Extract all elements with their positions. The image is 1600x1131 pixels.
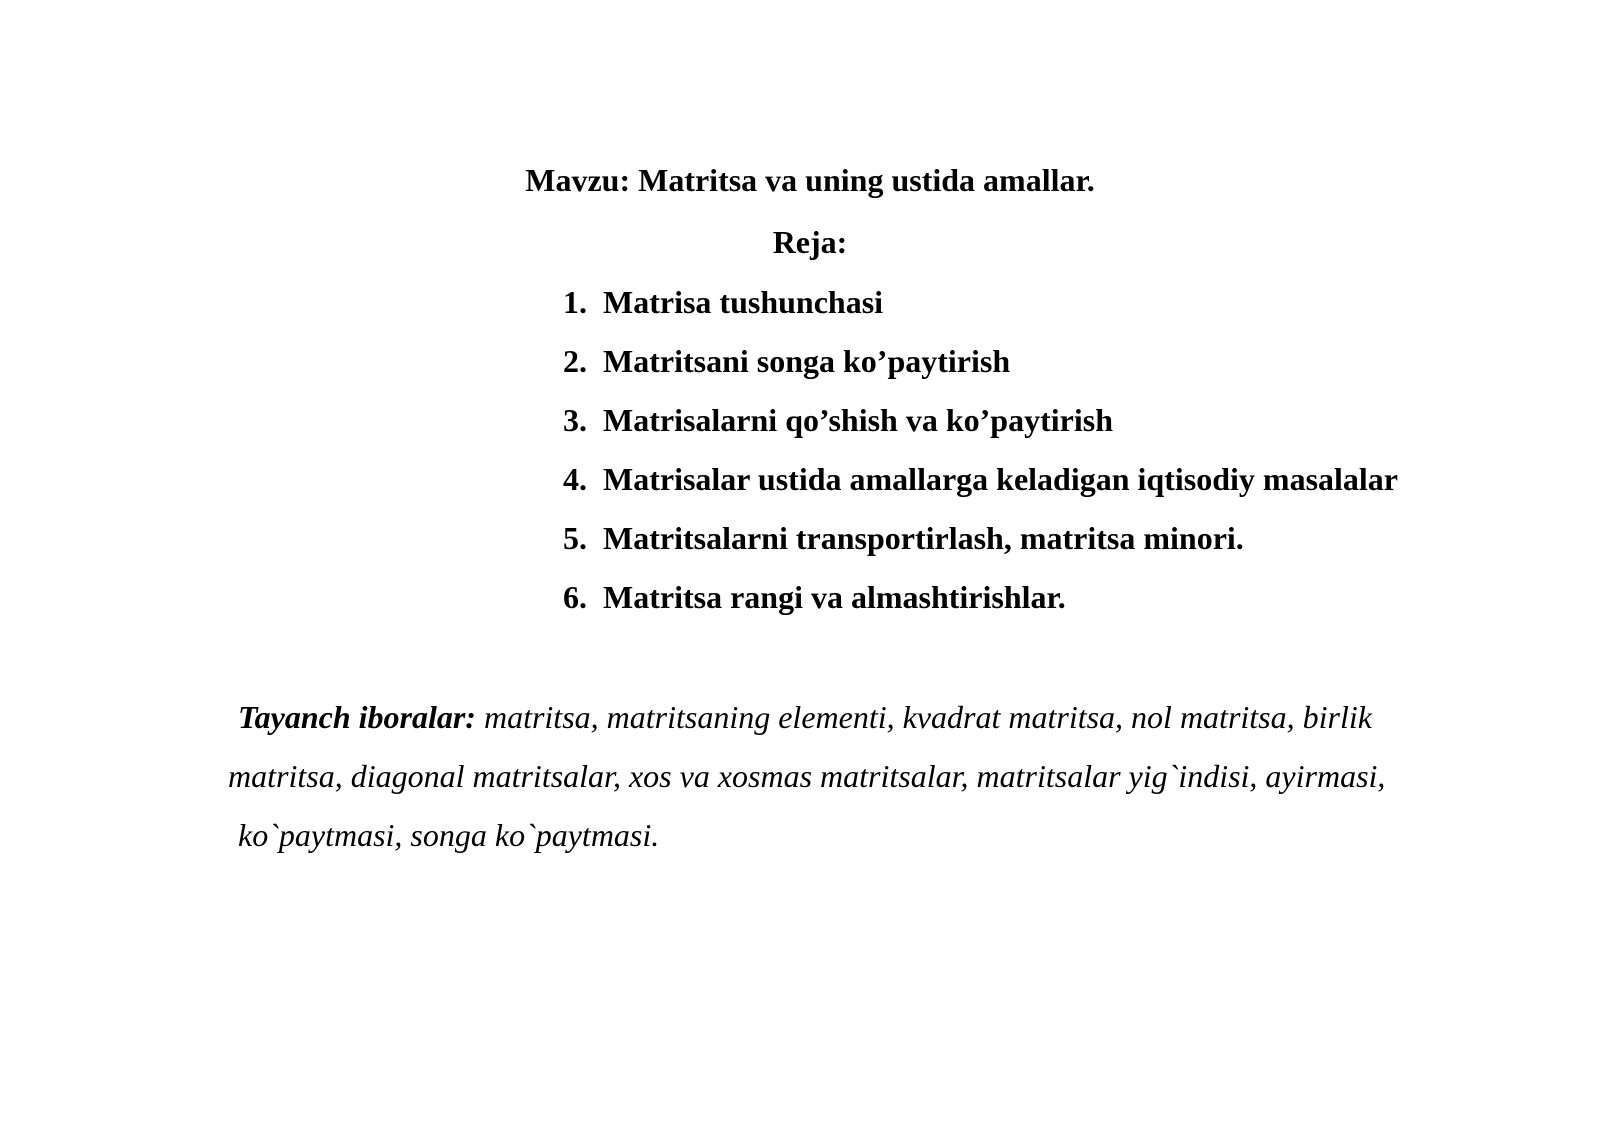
keywords-line — [228, 688, 1488, 747]
plan-item — [563, 518, 1398, 577]
plan-item-text: Matritsa rangi va almashtirishlar. — [603, 579, 1066, 615]
plan-heading: Reja: — [772, 224, 848, 260]
plan-item-number: 6. — [563, 579, 595, 615]
keywords-line: ko`paytmasi, songa ko`paytmasi. — [238, 817, 660, 853]
page-title: Mavzu: Matritsa va uning ustida amallar. — [525, 162, 1095, 198]
plan-item-text: Matritsani songa ko’paytirish — [603, 343, 1011, 379]
plan-item — [563, 341, 1398, 400]
plan-item-number: 4. — [563, 461, 595, 497]
plan-item-text: Matrisalar ustida amallarga keladigan iqtisodiy masalalar — [603, 461, 1398, 497]
keywords-line: matritsa, diagonal matritsalar, xos va xosmas matritsalar, matritsalar yig`indisi, ayirmasi, — [228, 758, 1386, 794]
plan-item-number: 5. — [563, 520, 595, 556]
plan-list — [563, 282, 1398, 636]
plan-item-number: 1. — [563, 284, 595, 320]
plan-item — [563, 577, 1398, 636]
plan-item-text: Matritsalarni transportirlash, matritsa minori. — [603, 520, 1244, 556]
plan-item — [563, 459, 1398, 518]
plan-item-text: Matrisa tushunchasi — [603, 284, 884, 320]
plan-item — [563, 400, 1398, 459]
plan-item-text: Matrisalarni qo’shish va ko’paytirish — [603, 402, 1113, 438]
keywords-label: Tayanch iboralar: — [238, 699, 476, 735]
plan-item-number: 3. — [563, 402, 595, 438]
keywords-text: matritsa, matritsaning elementi, kvadrat matritsa, nol matritsa, birlik — [475, 699, 1372, 735]
plan-item — [563, 282, 1398, 341]
keywords-paragraph — [228, 688, 1488, 865]
plan-item-number: 2. — [563, 343, 595, 379]
